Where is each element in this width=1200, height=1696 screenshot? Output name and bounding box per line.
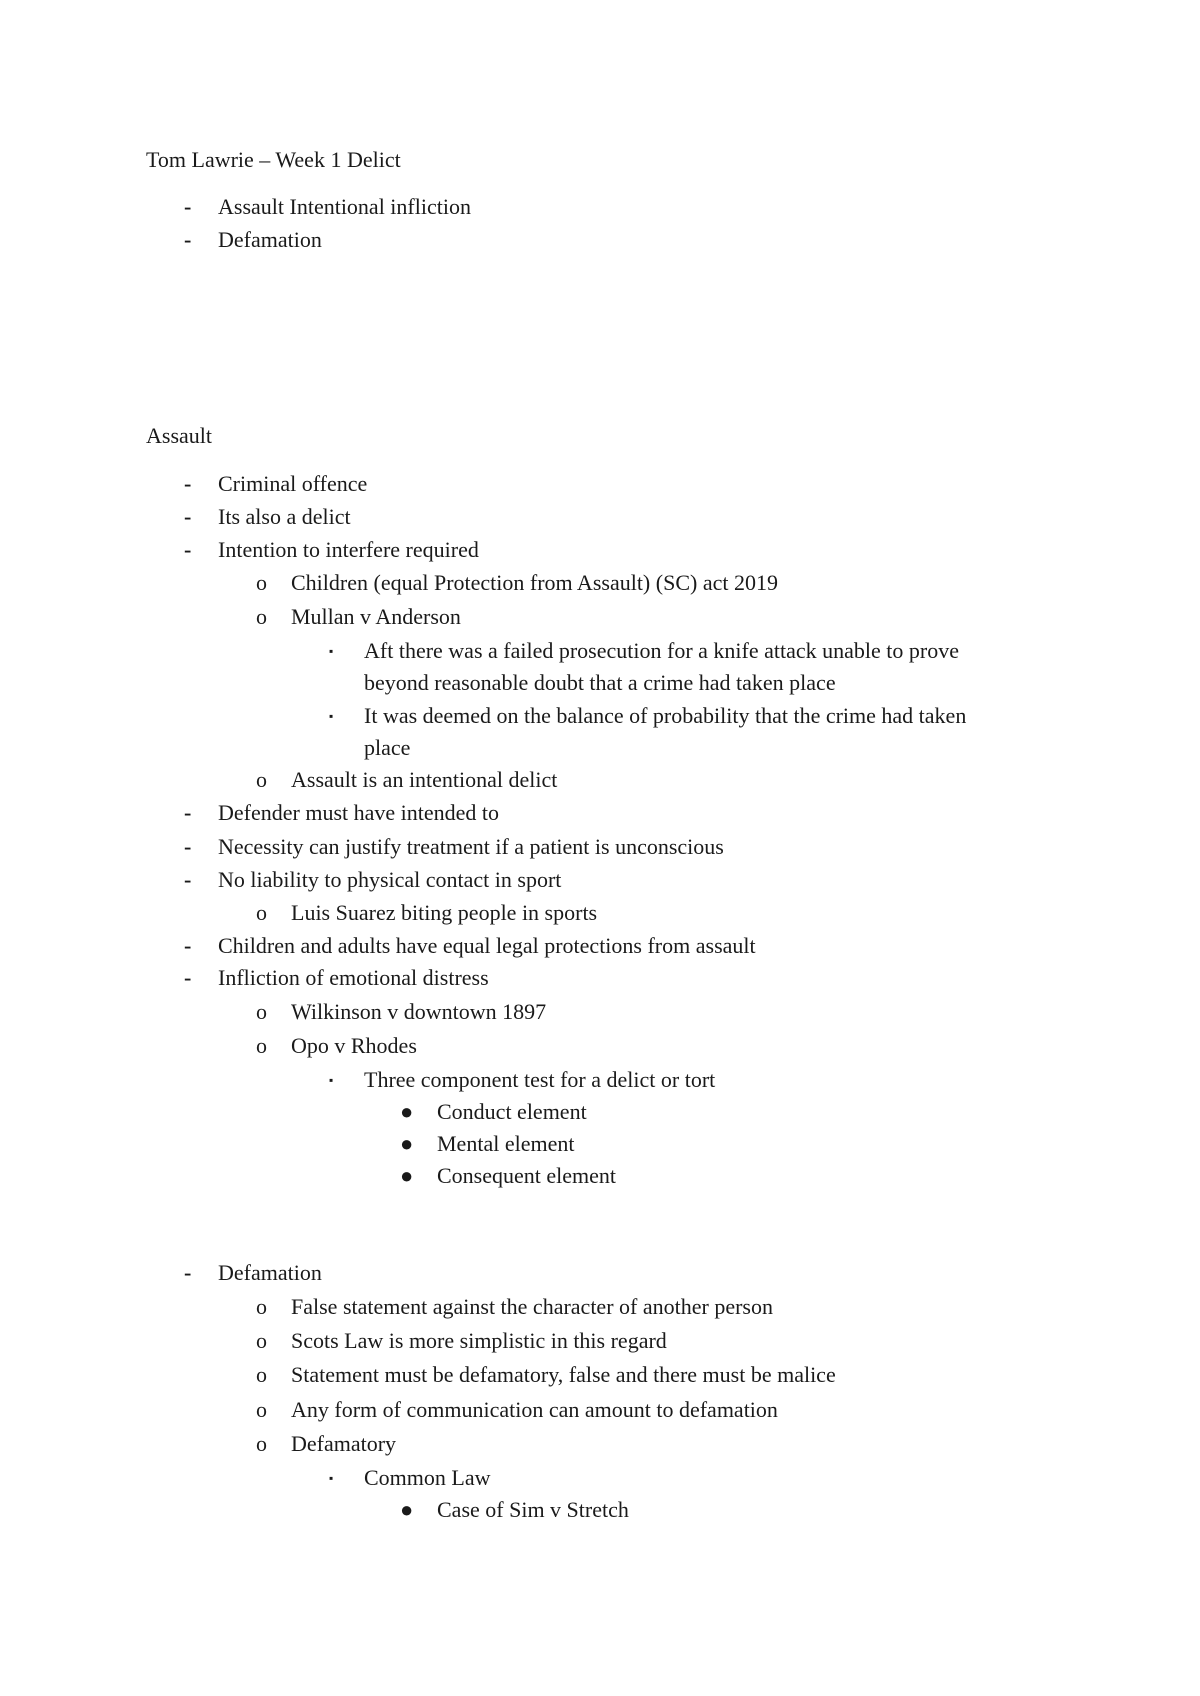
list-item: Children (equal Protection from Assault) (SC) act 2019: [291, 570, 778, 595]
list-item: Children and adults have equal legal protections from assault: [218, 933, 756, 958]
circle-bullet: o: [256, 1362, 267, 1387]
square-bullet: ▪: [329, 709, 334, 723]
list-item: Defamation: [218, 227, 322, 252]
square-bullet: ▪: [329, 1073, 334, 1087]
list-item: Statement must be defamatory, false and there must be malice: [291, 1362, 836, 1387]
list-item: Assault is an intentional delict: [291, 767, 558, 792]
dash-bullet: -: [184, 227, 192, 252]
list-item: Criminal offence: [218, 471, 368, 496]
circle-bullet: o: [256, 1294, 267, 1319]
list-item: Any form of communication can amount to defamation: [291, 1397, 778, 1422]
dash-bullet: -: [184, 194, 192, 219]
circle-bullet: o: [256, 604, 267, 629]
list-item: Wilkinson v downtown 1897: [291, 999, 547, 1024]
circle-bullet: o: [256, 570, 267, 595]
dot-bullet: ●: [400, 1497, 414, 1522]
list-item: Defender must have intended to: [218, 800, 500, 825]
circle-bullet: o: [256, 900, 267, 925]
circle-bullet: o: [256, 1397, 267, 1422]
list-item: Case of Sim v Stretch: [437, 1497, 629, 1522]
list-item: False statement against the character of another person: [291, 1294, 773, 1319]
list-item: Its also a delict: [218, 504, 351, 529]
list-item: Intention to interfere required: [218, 537, 479, 562]
dash-bullet: -: [184, 933, 192, 958]
list-item: Consequent element: [437, 1163, 617, 1188]
dot-bullet: ●: [400, 1099, 414, 1124]
list-item: Luis Suarez biting people in sports: [291, 900, 598, 925]
dash-bullet: -: [184, 965, 192, 990]
list-item: Aft there was a failed prosecution for a knife attack unable to prove: [364, 638, 959, 663]
list-item: Common Law: [364, 1465, 491, 1490]
list-item: Defamation: [218, 1260, 322, 1285]
circle-bullet: o: [256, 1328, 267, 1353]
list-item: Conduct element: [437, 1099, 587, 1124]
dash-bullet: -: [184, 867, 192, 892]
dash-bullet: -: [184, 800, 192, 825]
dash-bullet: -: [184, 471, 192, 496]
dot-bullet: ●: [400, 1163, 414, 1188]
dash-bullet: -: [184, 834, 192, 859]
page-title: Tom Lawrie – Week 1 Delict: [146, 147, 401, 172]
circle-bullet: o: [256, 767, 267, 792]
circle-bullet: o: [256, 1033, 267, 1058]
list-item: Opo v Rhodes: [291, 1033, 417, 1058]
list-item: Scots Law is more simplistic in this regard: [291, 1328, 667, 1353]
list-item-continued: beyond reasonable doubt that a crime had taken place: [364, 670, 836, 695]
dot-bullet: ●: [400, 1131, 414, 1156]
list-item: Infliction of emotional distress: [218, 965, 489, 990]
circle-bullet: o: [256, 1431, 267, 1456]
list-item-continued: place: [364, 735, 411, 760]
square-bullet: ▪: [329, 1471, 334, 1485]
list-item: It was deemed on the balance of probability that the crime had taken: [364, 703, 967, 728]
list-item: Mullan v Anderson: [291, 604, 461, 629]
dash-bullet: -: [184, 537, 192, 562]
square-bullet: ▪: [329, 644, 334, 658]
list-item: Necessity can justify treatment if a patient is unconscious: [218, 834, 724, 859]
list-item: Mental element: [437, 1131, 575, 1156]
section-heading: Assault: [146, 423, 212, 448]
list-item: Defamatory: [291, 1431, 397, 1456]
list-item: Assault Intentional infliction: [218, 194, 471, 219]
circle-bullet: o: [256, 999, 267, 1024]
dash-bullet: -: [184, 504, 192, 529]
list-item: No liability to physical contact in sport: [218, 867, 562, 892]
dash-bullet: -: [184, 1260, 192, 1285]
list-item: Three component test for a delict or tort: [364, 1067, 716, 1092]
